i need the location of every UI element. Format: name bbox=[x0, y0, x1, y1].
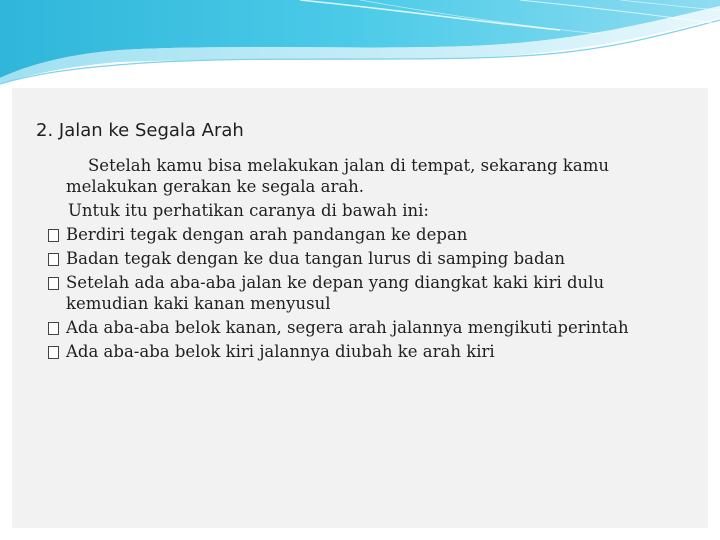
square-box-icon bbox=[48, 253, 59, 266]
list-item bbox=[48, 272, 658, 314]
list-item-text: Setelah ada aba-aba jalan ke depan yang diangkat kaki kiri dulu kemudian kaki kanan menyusul bbox=[66, 273, 605, 313]
header-wave-decoration bbox=[0, 0, 720, 90]
square-box-icon bbox=[48, 229, 59, 242]
instruction-paragraph: Untuk itu perhatikan caranya di bawah ini: bbox=[68, 201, 429, 220]
steps-list bbox=[48, 224, 658, 362]
slide-body bbox=[48, 155, 658, 365]
list-item bbox=[48, 317, 658, 338]
list-item-text: Berdiri tegak dengan arah pandangan ke depan bbox=[66, 225, 468, 244]
list-item-text: Ada aba-aba belok kanan, segera arah jalannya mengikuti perintah bbox=[66, 318, 629, 337]
intro-paragraph: Setelah kamu bisa melakukan jalan di tempat, sekarang kamu melakukan gerakan ke segala arah. bbox=[66, 156, 609, 196]
square-box-icon bbox=[48, 322, 59, 335]
list-item-text: Badan tegak dengan ke dua tangan lurus di samping badan bbox=[66, 249, 566, 268]
square-box-icon bbox=[48, 346, 59, 359]
list-item bbox=[48, 248, 658, 269]
list-item bbox=[48, 224, 658, 245]
list-item bbox=[48, 341, 658, 362]
list-item-text: Ada aba-aba belok kiri jalannya diubah ke arah kiri bbox=[66, 342, 495, 361]
square-box-icon bbox=[48, 277, 59, 290]
slide-title: 2. Jalan ke Segala Arah bbox=[36, 120, 244, 141]
